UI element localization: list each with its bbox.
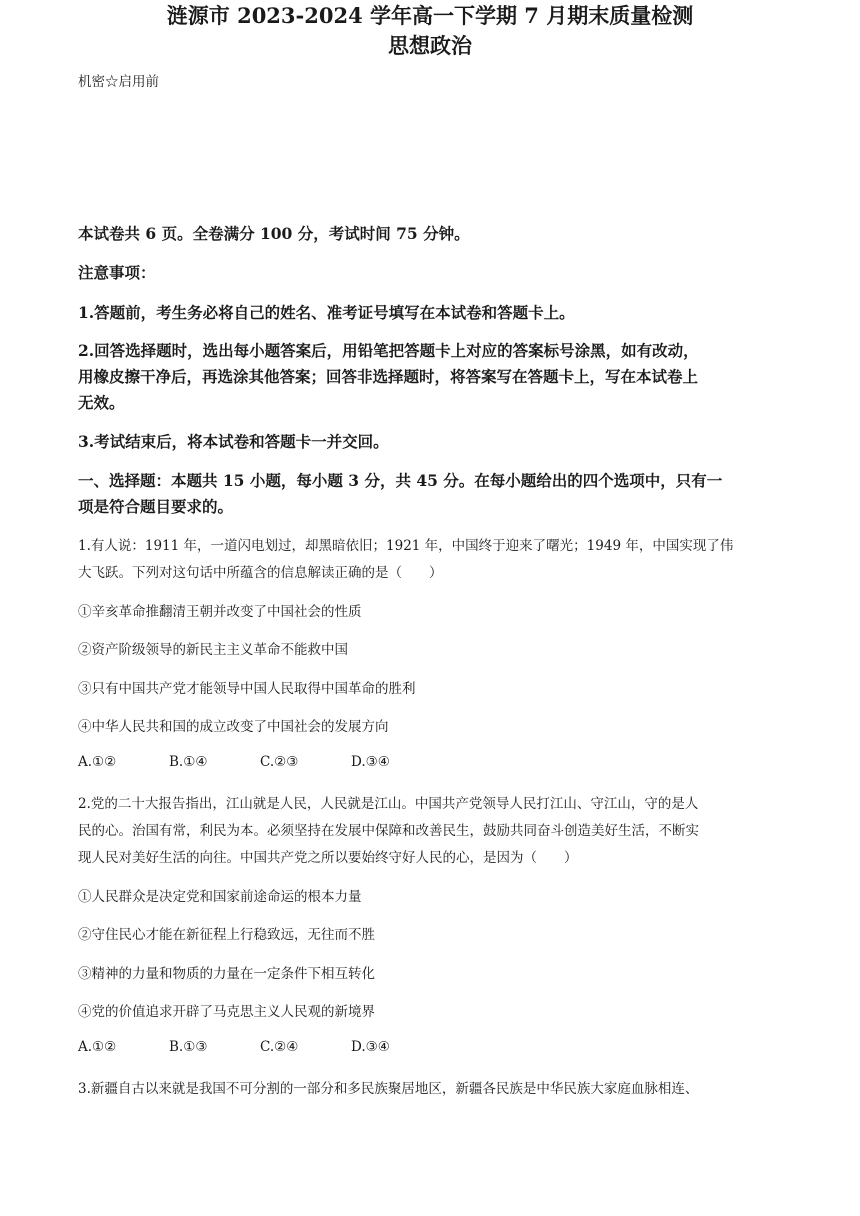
- q2-statement-2: ②守住民心才能在新征程上行稳致远，无往而不胜: [78, 927, 375, 943]
- q1-stem-line-2: 大飞跃。下列对这句话中所蕴含的信息解读正确的是（ ）: [78, 565, 443, 581]
- q2-option-a[interactable]: A.①②: [78, 1039, 117, 1055]
- q3-stem-line-1: 3.新疆自古以来就是我国不可分割的一部分和多民族聚居地区，新疆各民族是中华民族大家庭血脉相连、: [78, 1081, 699, 1097]
- notice-item-2-line-3: 无效。: [78, 393, 125, 412]
- exam-title: 涟源市 2023-2024 学年高一下学期 7 月期末质量检测: [166, 3, 694, 28]
- exam-overview: 本试卷共 6 页。全卷满分 100 分，考试时间 75 分钟。: [78, 224, 470, 243]
- q2-stem-line-1: 2.党的二十大报告指出，江山就是人民，人民就是江山。中国共产党领导人民打江山、守江山，守的是人: [78, 796, 699, 812]
- q1-option-b[interactable]: B.①④: [169, 754, 208, 770]
- subject-title: 思想政治: [388, 33, 472, 58]
- q2-option-c[interactable]: C.②④: [260, 1039, 299, 1055]
- notice-item-3: 3.考试结束后，将本试卷和答题卡一并交回。: [78, 432, 389, 451]
- notice-item-2-line-2: 用橡皮擦干净后，再选涂其他答案；回答非选择题时，将答案写在答题卡上，写在本试卷上: [78, 367, 699, 386]
- q1-options: [78, 754, 442, 770]
- q1-statement-1: ①辛亥革命推翻清王朝并改变了中国社会的性质: [78, 604, 362, 620]
- notice-item-1: 1.答题前，考生务必将自己的姓名、准考证号填写在本试卷和答题卡上。: [78, 303, 575, 322]
- q2-stem-line-2: 民的心。治国有常，利民为本。必须坚持在发展中保障和改善民生，鼓励共同奋斗创造美好生活，不断实: [78, 823, 699, 839]
- q1-option-d[interactable]: D.③④: [351, 754, 390, 770]
- q2-statement-4: ④党的价值追求开辟了马克思主义人民观的新境界: [78, 1004, 375, 1020]
- q1-statement-2: ②资产阶级领导的新民主主义革命不能救中国: [78, 642, 348, 658]
- notice-item-2-line-1: 2.回答选择题时，选出每小题答案后，用铅笔把答题卡上对应的答案标号涂黑，如有改动，: [78, 341, 699, 360]
- q2-statement-3: ③精神的力量和物质的力量在一定条件下相互转化: [78, 966, 375, 982]
- q1-statement-4: ④中华人民共和国的成立改变了中国社会的发展方向: [78, 719, 389, 735]
- section-heading-line-2: 项是符合题目要求的。: [78, 497, 234, 516]
- q2-option-b[interactable]: B.①③: [169, 1039, 208, 1055]
- q1-stem-line-1: 1.有人说：1911 年，一道闪电划过，却黑暗依旧；1921 年，中国终于迎来了曙光；1949 年，中国实现了伟: [78, 538, 734, 554]
- secret-mark: 机密☆启用前: [78, 74, 159, 90]
- notice-title: 注意事项：: [78, 263, 156, 282]
- q2-stem-line-3: 现人民对美好生活的向往。中国共产党之所以要始终守好人民的心，是因为（ ）: [78, 850, 578, 866]
- section-heading-line-1: 一、选择题：本题共 15 小题，每小题 3 分，共 45 分。在每小题给出的四个选项中，只有一: [78, 471, 723, 490]
- q2-statement-1: ①人民群众是决定党和国家前途命运的根本力量: [78, 889, 362, 905]
- q1-option-a[interactable]: A.①②: [78, 754, 117, 770]
- q1-option-c[interactable]: C.②③: [260, 754, 299, 770]
- q1-statement-3: ③只有中国共产党才能领导中国人民取得中国革命的胜利: [78, 681, 416, 697]
- q2-options: [78, 1039, 442, 1055]
- q2-option-d[interactable]: D.③④: [351, 1039, 390, 1055]
